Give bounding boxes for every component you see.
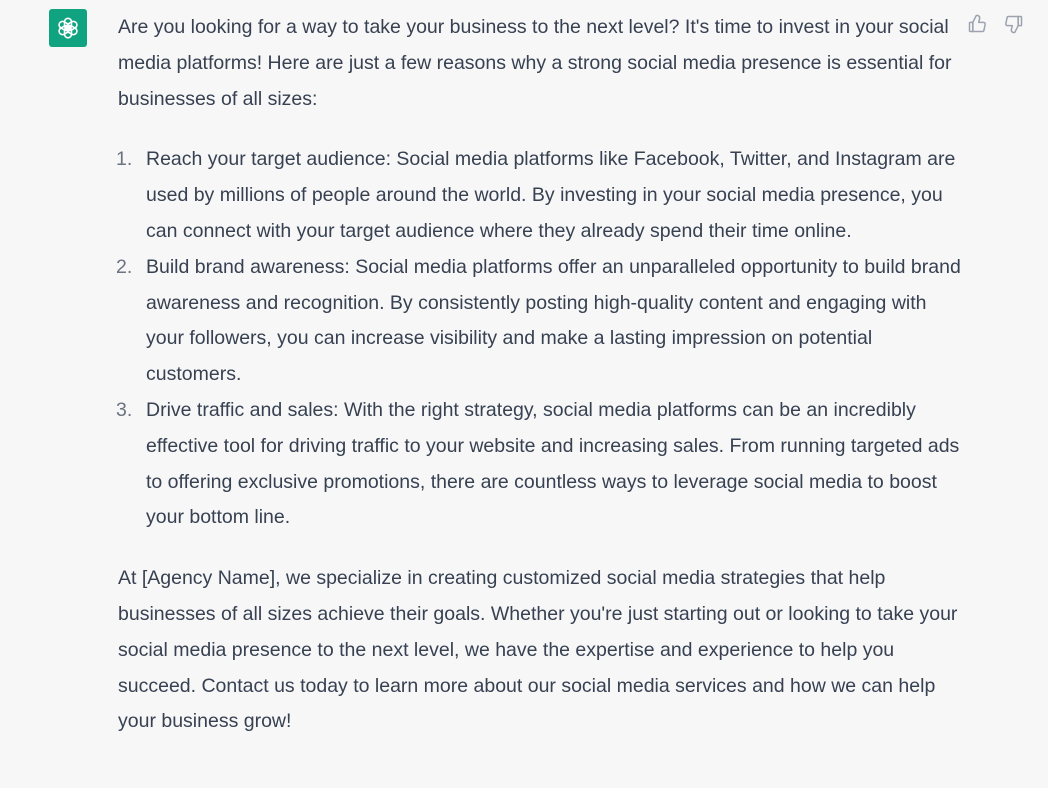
thumbs-down-icon: [1004, 14, 1024, 34]
list-item-text: Drive traffic and sales: With the right strategy, social media platforms can be an incredibly effective tool for driving traffic to your website and increasing sales. From running targeted ads to offering exclusive promotions, there are countless ways to leverage social media to boost your bottom line.: [146, 398, 960, 529]
thumbs-up-icon: [967, 14, 987, 34]
list-item-number: 3.: [116, 398, 133, 421]
message-closing: At [Agency Name], we specialize in creating customized social media strategies that help businesses of all sizes achieve their goals. Whether you're just starting out or looking to take your social media presence to the next level, we have the expertise and experience to help you succeed. Contact us today to learn more about our social media services and how we can help your business grow!: [118, 567, 958, 733]
thumbs-up-button[interactable]: [966, 13, 987, 35]
list-item-text: Build brand awareness: Social media platforms offer an unparalleled opportunity to build brand awareness and recognition. By consistently posting high-quality content and engaging with your followers, you can increase visibility and make a lasting impression on potential customers.: [146, 255, 961, 386]
list-item-text: Reach your target audience: Social media platforms like Facebook, Twitter, and Instagram are used by millions of people around the world. By investing in your social media presence, you can connect with your target audience where they already spend their time online.: [146, 148, 956, 242]
feedback-controls: [966, 13, 1024, 35]
assistant-avatar: [49, 9, 87, 47]
thumbs-down-button[interactable]: [1003, 13, 1024, 35]
openai-logo-icon: [55, 15, 81, 41]
list-item-number: 1.: [116, 148, 133, 171]
message-content: [118, 10, 968, 740]
reasons-list: [118, 142, 968, 536]
list-item-number: 2.: [116, 255, 133, 278]
list-item: [118, 393, 968, 536]
list-item: [118, 142, 968, 249]
list-item: [118, 250, 968, 393]
message-intro: Are you looking for a way to take your business to the next level? It's time to invest in your social media platforms! Here are just a few reasons why a strong social media presence is essential for businesses of all sizes:: [118, 16, 952, 110]
